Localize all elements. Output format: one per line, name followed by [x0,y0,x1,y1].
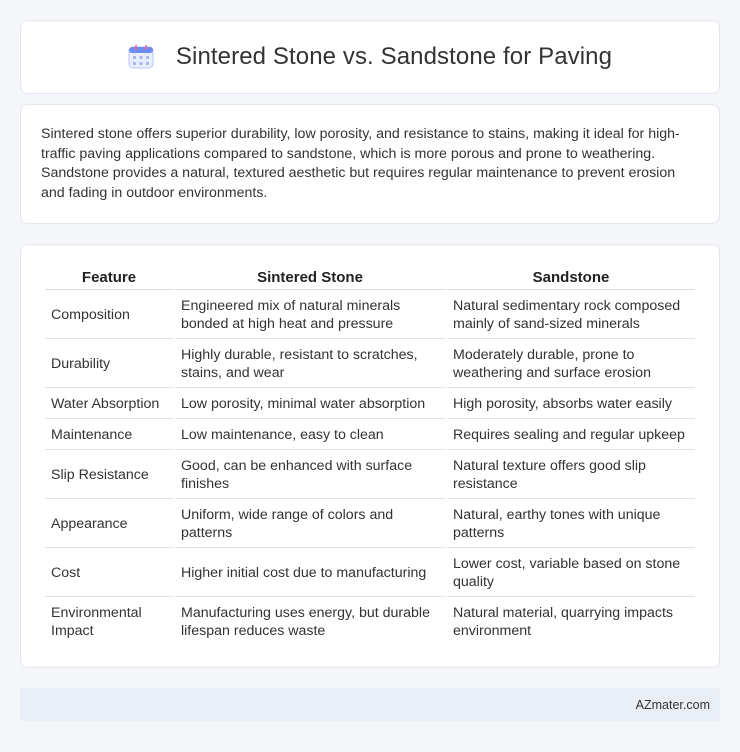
feature-cell: Cost [45,548,173,597]
feature-cell: Environmental Impact [51,605,142,639]
sandstone-cell: High porosity, absorbs water easily [447,388,695,419]
feature-cell: Slip Resistance [45,450,173,499]
sintered-stone-cell: Good, can be enhanced with surface finishes [175,450,445,499]
sintered-stone-cell: Highly durable, resistant to scratches, stains, and wear [175,339,445,388]
sintered-stone-cell: Engineered mix of natural minerals bonded at high heat and pressure [175,290,445,339]
feature-cell: Durability [45,339,173,388]
sandstone-cell: Lower cost, variable based on stone quality [447,548,695,597]
table-row [45,597,695,646]
title-card [20,20,720,94]
sandstone-cell: Requires sealing and regular upkeep [447,419,695,450]
table-row [45,419,695,450]
table-header-row [45,265,695,290]
sintered-stone-cell: Higher initial cost due to manufacturing [175,548,445,597]
feature-cell: Composition [45,290,173,339]
calendar-icon [128,44,154,70]
summary-text: Sintered stone offers superior durability, low porosity, and resistance to stains, making it ideal for high-traffic paving applications compared to sandstone, which is more porous and prone to weathering. Sandstone provides a natural, textured aesthetic but requires regular maintenance to prevent erosion and fading in outdoor environments. [41,126,680,201]
column-header-sintered-stone: Sintered Stone [175,265,445,290]
comparison-table-card [20,244,720,668]
table-row [45,450,695,499]
sintered-stone-cell: Uniform, wide range of colors and patterns [175,499,445,548]
sandstone-cell: Natural sedimentary rock composed mainly of sand-sized minerals [447,290,695,339]
sandstone-cell: Natural material, quarrying impacts environment [453,605,673,639]
sintered-stone-cell: Manufacturing uses energy, but durable lifespan reduces waste [181,605,430,639]
page-title: Sintered Stone vs. Sandstone for Paving [175,43,613,70]
feature-cell: Appearance [45,499,173,548]
column-header-feature: Feature [45,265,173,290]
table-row [45,339,695,388]
footer [20,688,720,721]
feature-cell: Water Absorption [45,388,173,419]
table-row [45,499,695,548]
table-row [45,548,695,597]
feature-cell: Maintenance [45,419,173,450]
footer-brand: AZmater.com [635,697,710,712]
summary-card [20,104,720,224]
sintered-stone-cell: Low maintenance, easy to clean [175,419,445,450]
comparison-table [43,265,697,646]
column-header-sandstone: Sandstone [447,265,695,290]
sandstone-cell: Natural, earthy tones with unique patterns [447,499,695,548]
sandstone-cell: Natural texture offers good slip resistance [447,450,695,499]
table-row [45,290,695,339]
sandstone-cell: Moderately durable, prone to weathering and surface erosion [447,339,695,388]
table-row [45,388,695,419]
sintered-stone-cell: Low porosity, minimal water absorption [175,388,445,419]
